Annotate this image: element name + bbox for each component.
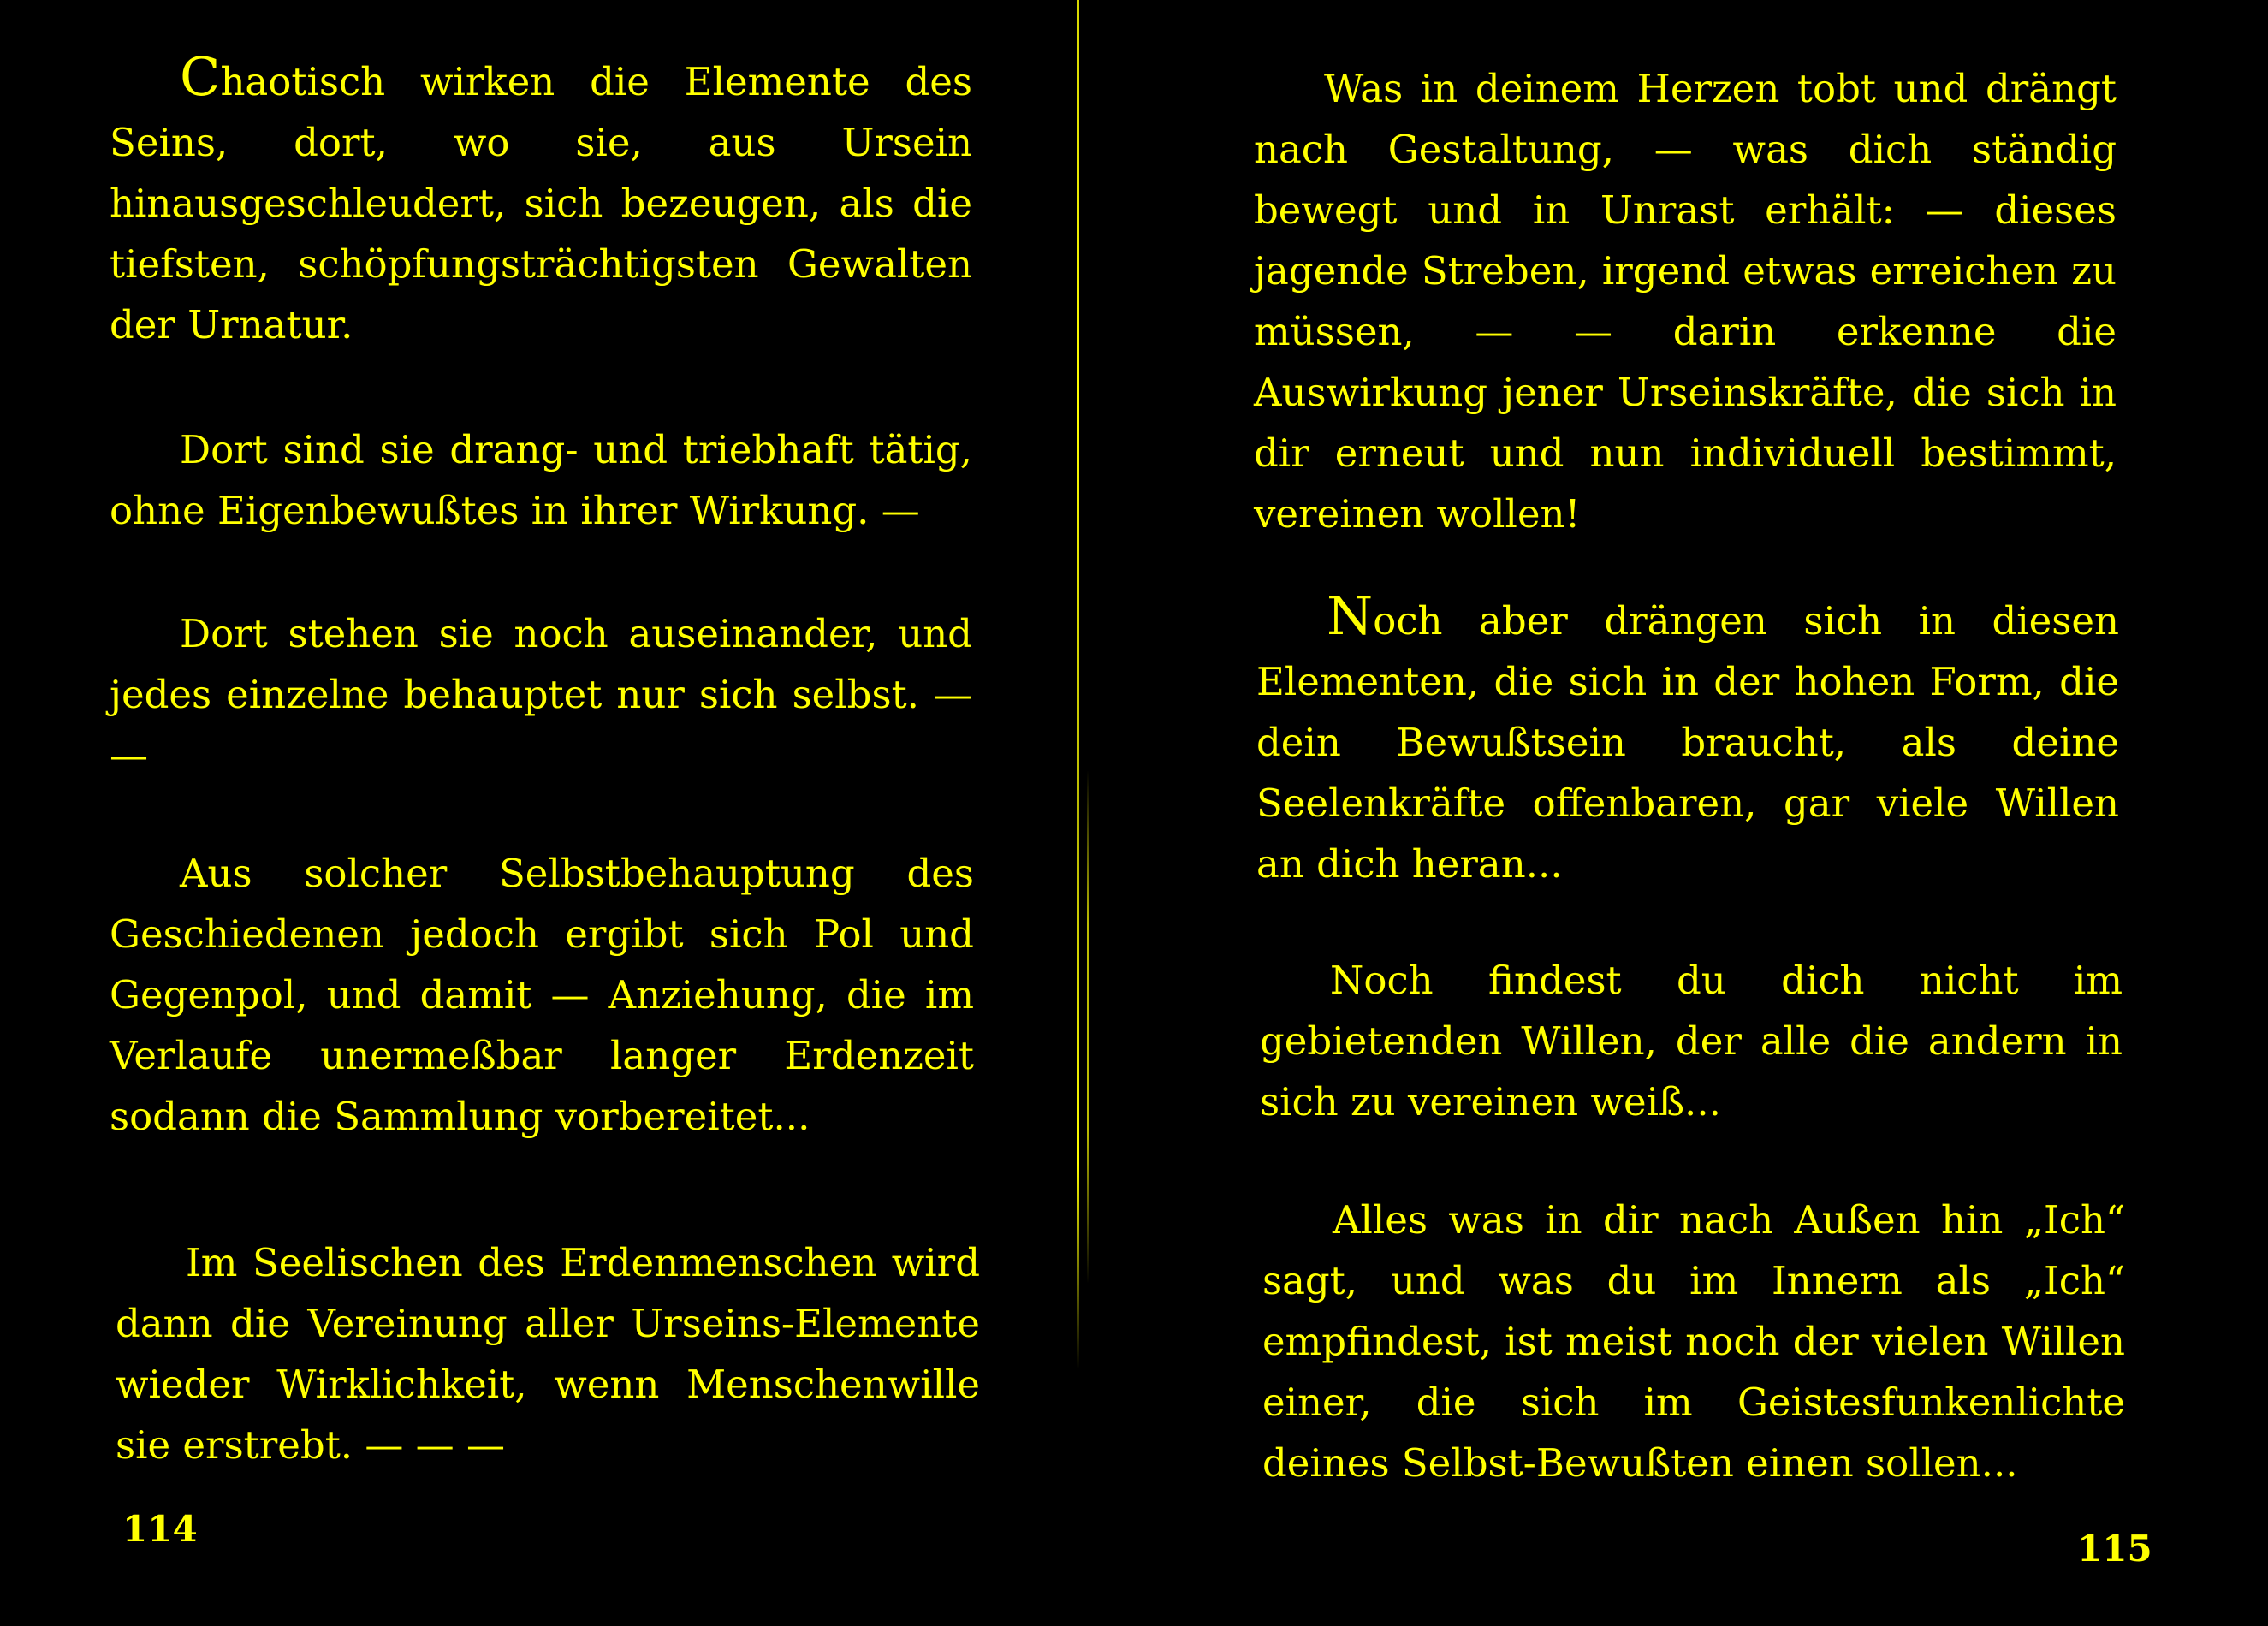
paragraph-text: Dort sind sie drang- und triebhaft tätig, ohne Eigenbewußtes in ihrer Wirkung. — (110, 427, 972, 533)
paragraph-text: haotisch wirken die Elemente des Seins, dort, wo sie, aus Ursein hinausgeschleudert, sich bezeugen, als die tiefsten, schöpfungsträchtigsten Gewalten der Urnatur. (110, 59, 972, 347)
page-number-right: 115 (2077, 1528, 2152, 1570)
book-gutter-shadow (1087, 770, 1089, 1284)
right-paragraph-1 (1254, 58, 2117, 544)
paragraph-text: och aber drängen sich in diesen Elementen, die sich in der hohen Form, die dein Bewußtsein braucht, als deine Seelenkräfte offenbaren, gar viele Willen an dich heran... (1256, 598, 2119, 887)
dropcap: C (180, 45, 221, 108)
paragraph-text: Was in deinem Herzen tobt und drängt nach Gestaltung, — was dich ständig bewegt und in Unrast erhält: — dieses jagende Streben, irgend etwas erreichen zu müssen, — — darin erkenne die Auswirkung jener Urseinskräfte, die sich in dir erneut und nun individuell bestimmt, vereinen wollen! (1254, 66, 2117, 537)
left-paragraph-2 (110, 419, 972, 541)
paragraph-text: Im Seelischen des Erdenmenschen wird dann die Vereinung aller Urseins-Elemente wieder Wirklichkeit, wenn Menschenwille sie erstrebt. — — — (116, 1240, 980, 1468)
right-page (1104, 0, 2268, 1626)
left-page (0, 0, 1078, 1626)
left-paragraph-4 (110, 843, 974, 1147)
paragraph-text: Aus solcher Selbstbehauptung des Geschiedenen jedoch ergibt sich Pol und Gegenpol, und damit — Anziehung, die im Verlaufe unermeßbar langer Erdenzeit sodann die Sammlung vorbereitet... (110, 851, 974, 1139)
right-paragraph-4 (1262, 1190, 2125, 1493)
left-paragraph-1 (110, 45, 972, 355)
paragraph-text: Alles was in dir nach Außen hin „Ich“ sagt, und was du im Innern als „Ich“ empfindest, ist meist noch der vielen Willen einer, die sich im Geistesfunkenlichte deines Selbst-Bewußten einen sollen... (1262, 1197, 2125, 1486)
paragraph-text: Dort stehen sie noch auseinander, und jedes einzelne behauptet nur sich selbst. — — (110, 611, 972, 778)
book-gutter (1077, 0, 1079, 1369)
left-paragraph-5 (116, 1232, 980, 1475)
left-paragraph-3 (110, 603, 972, 786)
paragraph-text: Noch findest du dich nicht im gebietenden Willen, der alle die andern in sich zu vereinen weiß... (1260, 958, 2123, 1125)
right-paragraph-2 (1256, 585, 2119, 894)
right-paragraph-3 (1260, 950, 2123, 1132)
dropcap: N (1327, 585, 1374, 647)
page-number-left: 114 (122, 1508, 198, 1550)
